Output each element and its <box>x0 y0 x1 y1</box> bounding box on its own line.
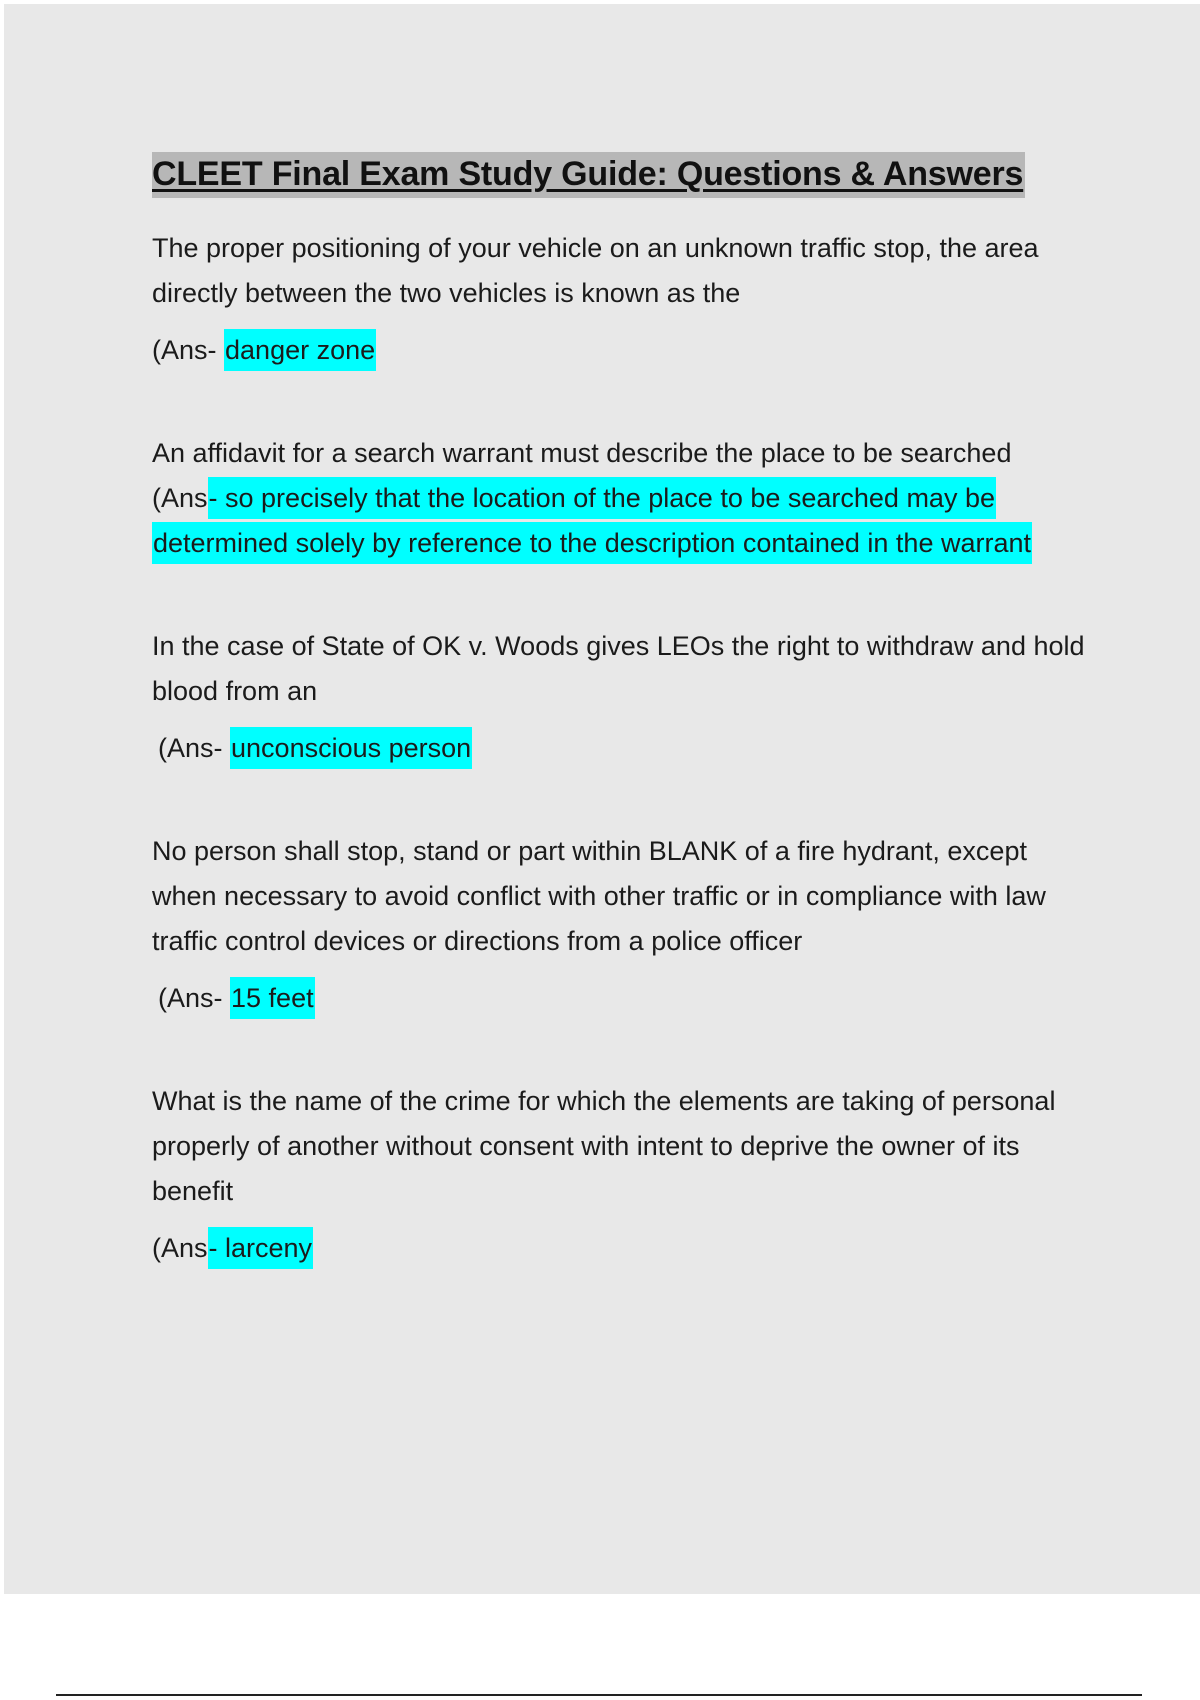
qa-item-1 <box>152 226 1092 373</box>
document-content <box>152 152 1092 1329</box>
answer-line <box>152 328 1092 373</box>
answer-highlight: - so precisely that the location of the place to be searched may be determined solely by reference to the description contained in the warrant <box>152 477 1032 564</box>
answer-highlight: danger zone <box>224 329 376 371</box>
question-text: What is the name of the crime for which the elements are taking of personal properly of another without consent with intent to deprive the owner of its benefit <box>152 1086 1056 1206</box>
footer-divider <box>56 1694 1142 1696</box>
answer-prefix: (Ans- <box>152 335 225 365</box>
answer-line <box>152 476 1092 566</box>
question-text: In the case of State of OK v. Woods gives LEOs the right to withdraw and hold blood from an <box>152 631 1085 706</box>
answer-line <box>152 726 1092 771</box>
answer-prefix: (Ans- <box>158 983 231 1013</box>
answer-line <box>152 1226 1092 1271</box>
answer-highlight: unconscious person <box>230 727 472 769</box>
answer-prefix: (Ans <box>152 1233 208 1263</box>
question-text: The proper positioning of your vehicle on an unknown traffic stop, the area directly between the two vehicles is known as the <box>152 233 1039 308</box>
page-title: CLEET Final Exam Study Guide: Questions & Answers <box>152 155 1024 193</box>
answer-prefix: (Ans <box>152 483 208 513</box>
page-sheet <box>4 4 1200 1594</box>
answer-prefix: (Ans- <box>158 733 231 763</box>
qa-item-3 <box>152 624 1092 771</box>
answer-line <box>152 976 1092 1021</box>
qa-item-2 <box>152 431 1092 566</box>
title-highlight <box>152 152 1025 198</box>
qa-item-4 <box>152 829 1092 1021</box>
qa-item-5 <box>152 1079 1092 1271</box>
question-text: An affidavit for a search warrant must describe the place to be searched <box>152 438 1012 468</box>
answer-highlight: - larceny <box>208 1227 314 1269</box>
question-text: No person shall stop, stand or part within BLANK of a fire hydrant, except when necessary to avoid conflict with other traffic or in compliance with law traffic control devices or directions from a police officer <box>152 836 1046 956</box>
answer-highlight: 15 feet <box>230 977 315 1019</box>
